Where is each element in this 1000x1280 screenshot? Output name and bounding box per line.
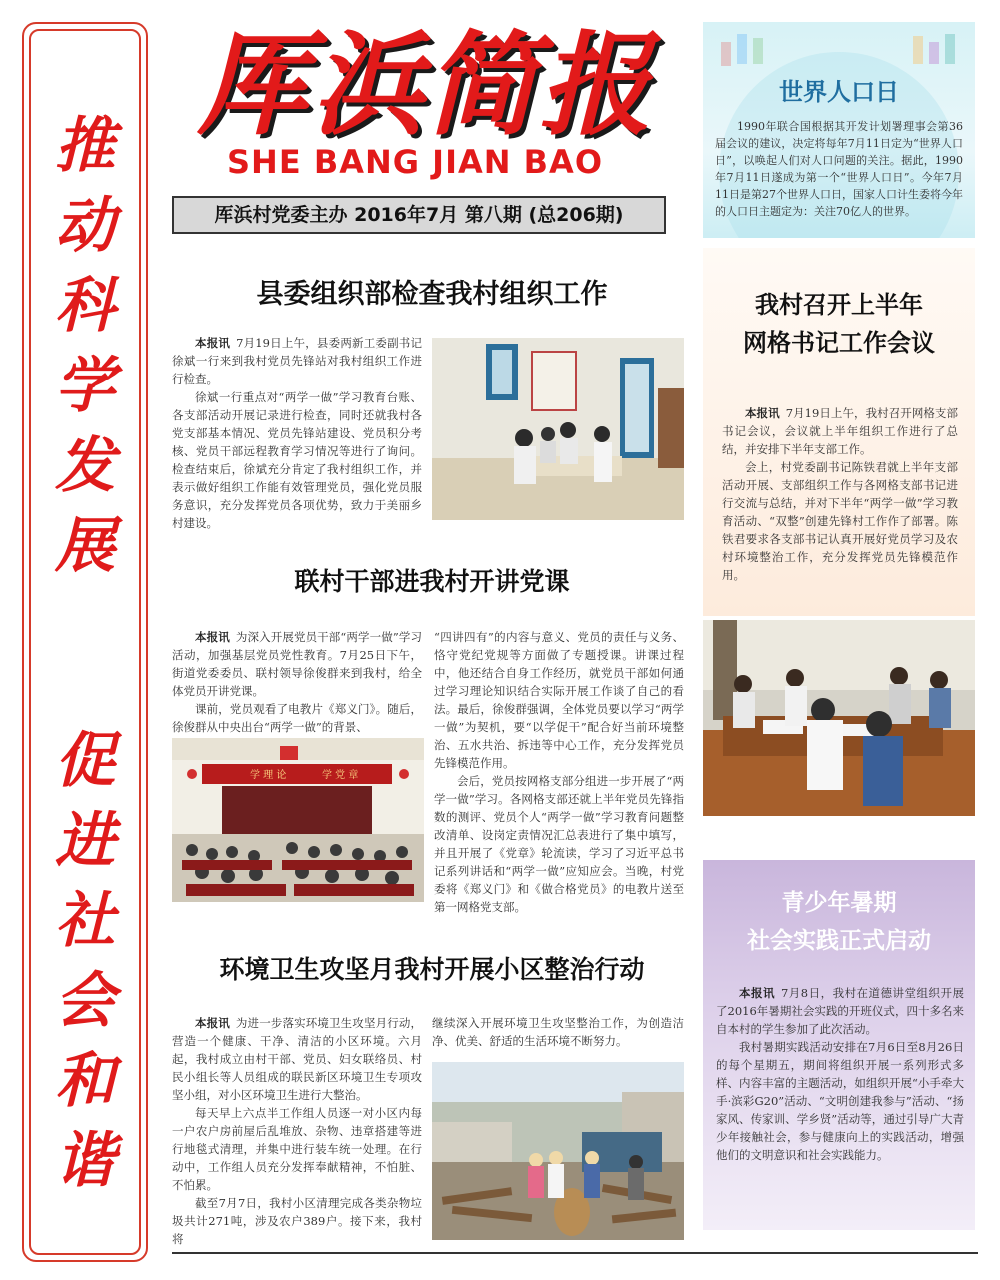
- slogan-char: 学: [55, 351, 115, 421]
- masthead-title: 厍浜简报: [197, 21, 653, 151]
- grid-meeting-paragraph: 会上，村党委副书记陈铁君就上半年支部活动开展、支部组织工作与各网格支部书记进行交流与总结，并对下半年“两学一做”学习教育活动、“双整”创建先锋村工作作了部署。陈铁君要求各支部书记认真开展好党员学习及农村环境整治工作，充分发挥党员先锋模范作用。: [722, 460, 958, 582]
- article2-photo: [172, 738, 424, 902]
- article3-paragraph: 截至7月7日，我村小区清理完成各类杂物垃圾共计271吨，涉及农户389户。接下来，我村将: [172, 1196, 422, 1246]
- headline-line: 我村召开上半年: [755, 291, 923, 319]
- article2-paragraph: 课前，党员观看了电教片《郑义门》。随后，徐俊群从中央出台“两学一做”的背景、: [172, 702, 422, 734]
- article3-headline: 环境卫生攻坚月我村开展小区整治行动: [219, 955, 645, 984]
- grid-meeting-body: [722, 404, 958, 584]
- world-population-day-title: 世界人口日: [779, 78, 899, 106]
- headline-line: 网格书记工作会议: [743, 329, 935, 357]
- masthead-pinyin: SHE BANG JIAN BAO: [226, 143, 604, 181]
- slogan-banner: [22, 22, 148, 1262]
- slogan-char: 动: [55, 191, 115, 261]
- slogan-char: 社: [55, 886, 115, 956]
- article1-headline: 县委组织部检查我村组织工作: [256, 279, 608, 310]
- world-population-day-text: 1990年联合国根据其开发计划署理事会第36届会议的建议，决定将每年7月11日定为“世界人口日”，以唤起人们对人口问题的关注。据此，1990年7月11日遂成为第一个“世界人口日”。今年7月11日是第27个世界人口日，国家人口计生委将今年的人口日主题定为：关注70亿人的世界。: [715, 120, 963, 218]
- article3-body-right: [432, 1014, 684, 1050]
- article1-paragraph: 本报讯 7月19日上午，县委两新工委副书记徐斌一行来到我村党员先锋站对我村组织工作进行检查。: [172, 336, 422, 386]
- lead-tag: 本报讯: [195, 336, 231, 350]
- lead-tag: 本报讯: [195, 1016, 230, 1030]
- article2-paragraph: 会后，党员按网格支部分组进一步开展了“两学一做”学习。各网格支部还就上半年党员先锋指数的测评、党员个人“两学一做”学习教育问题整改清单、设岗定责情况汇总表进行了集中填写，并且开展了《党章》轮流读，学习了习近平总书记系列讲话和“两学一做”应知应会。当晚，村党委将《郑义门》和《做合格党员》的电教片送至第一网格党支部。: [434, 774, 684, 914]
- stage-banner-text: 学 党 章: [322, 770, 359, 781]
- lead-tag: 本报讯: [739, 986, 775, 1000]
- youth-summer-body: [716, 984, 964, 1164]
- article2-body-left: [172, 628, 422, 736]
- youth-summer-paragraph: 本报讯 7月8日，我村在道德讲堂组织开展了2016年暑期社会实践的开班仪式，四十多名来自本村的学生参加了此次活动。: [716, 986, 964, 1036]
- stage-banner-text: 学 理 论: [250, 770, 287, 781]
- bottom-divider: [172, 1252, 978, 1254]
- lead-tag: 本报讯: [745, 406, 780, 420]
- article1-photo: [432, 338, 684, 520]
- article3-paragraph: 继续深入开展环境卫生攻坚整治工作，为创造洁净、优美、舒适的生活环境不断努力。: [432, 1016, 684, 1048]
- slogan-inner-frame: [29, 29, 141, 1255]
- article3-paragraph: 每天早上六点半工作组人员逐一对小区内每一户农户房前屋后乱堆放、杂物、违章搭建等进行地毯式清理，并集中进行装车统一处理。在行动中，工作组人员充分发挥奉献精神，不怕脏、不怕累。: [172, 1106, 422, 1192]
- youth-summer-headline: [703, 884, 975, 960]
- grid-meeting-paragraph: 本报讯 7月19日上午，我村召开网格支部书记会议，会议就上半年组织工作进行了总结，并安排下半年支部工作。: [722, 406, 958, 456]
- slogan-char: 展: [55, 511, 115, 581]
- article1-paragraph: 徐斌一行重点对“两学一做”学习教育台账、各支部活动开展记录进行检查，同时还就我村各党支部基本情况、党员先锋站建设、党员积分考核、党员干部远程教育学习情况等进行了询问。检查结束后，徐斌充分肯定了我村组织工作，并表示做好组织工作能有效管理党员，强化党员服务意识，充分发挥党员各项优势，致力于美丽乡村建设。: [172, 390, 422, 530]
- slogan-char: 会: [55, 966, 115, 1036]
- slogan-part-2: [31, 721, 139, 1201]
- slogan-char: 促: [55, 726, 115, 796]
- article3-photo: [432, 1062, 684, 1240]
- slogan-char: 发: [55, 431, 115, 501]
- article1-body: [172, 334, 422, 532]
- slogan-char: 进: [55, 806, 115, 876]
- article3-body-left: [172, 1014, 422, 1248]
- slogan-char: 和: [55, 1046, 115, 1116]
- grid-meeting-headline: [703, 286, 975, 362]
- article2-body-right: [434, 628, 684, 916]
- headline-line: 青少年暑期: [781, 890, 897, 916]
- world-population-day-box: [703, 22, 975, 238]
- headline-line: 社会实践正式启动: [747, 928, 931, 954]
- issue-info-bar: 厍浜村党委主办 2016年7月 第八期 (总206期): [172, 196, 666, 234]
- slogan-char: 科: [55, 271, 115, 341]
- slogan-char: 推: [55, 111, 115, 181]
- grid-meeting-photo: [703, 620, 975, 816]
- article2-paragraph: 本报讯 为深入开展党员干部“两学一做”学习活动，加强基层党员党性教育。7月25日下午，街道党委委员、联村领导徐俊群来到我村，给全体党员开讲党课。: [172, 630, 422, 698]
- slogan-part-1: [31, 106, 139, 586]
- article3-paragraph: 本报讯 为进一步落实环境卫生攻坚月行动，营造一个健康、干净、清洁的小区环境。六月起，我村成立由村干部、党员、妇女联络员、村民小组长等人员组成的联民新区环境卫生专项攻坚小组，对小区环境卫生进行大整治。: [172, 1016, 423, 1102]
- slogan-char: 谐: [55, 1126, 115, 1196]
- article2-paragraph: “四讲四有”的内容与意义、党员的责任与义务、恪守党纪党规等方面做了专题授课。讲课过程中，他还结合自身工作经历，就党员干部如何通过学习理论知识结合实际开展工作谈了自己的看法。最后，徐俊群强调，全体党员要以学习“两学一做”为契机，要“以学促干”配合好当前环境整治、五水共治、拆违等中心工作，充分发挥党员先锋模范作用。: [434, 630, 684, 770]
- article2-headline: 联村干部进我村开讲党课: [294, 567, 570, 596]
- lead-tag: 本报讯: [195, 630, 230, 644]
- youth-summer-paragraph: 我村暑期实践活动安排在7月6日至8月26日的每个星期五，期间将组织开展一系列形式多样、内容丰富的主题活动，如组织开展“小手牵大手·滨彩G20”活动、“文明创建我参与”活动、“扬家风、传家训、学乡贤”活动等，通过引导广大青少年接触社会，参与健康向上的实践活动，增强他们的文明意识和社会实践能力。: [716, 1040, 964, 1162]
